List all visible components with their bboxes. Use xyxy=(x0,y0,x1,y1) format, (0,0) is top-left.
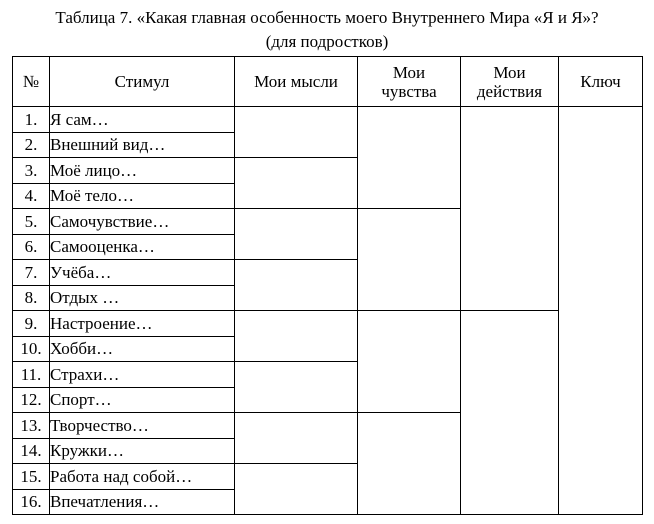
row-stimulus: Впечатления… xyxy=(50,489,235,515)
row-number: 2. xyxy=(13,132,50,158)
row-stimulus: Хобби… xyxy=(50,336,235,362)
thoughts-cell[interactable] xyxy=(235,107,358,158)
header-num: № xyxy=(13,57,50,107)
thoughts-cell[interactable] xyxy=(235,209,358,260)
row-number: 14. xyxy=(13,438,50,464)
header-stimulus: Стимул xyxy=(50,57,235,107)
row-number: 16. xyxy=(13,489,50,515)
caption-title: Таблица 7. «Какая главная особенность моего Внутреннего Мира «Я и Я»? xyxy=(55,8,599,27)
stimulus-table xyxy=(12,56,643,515)
row-stimulus: Моё лицо… xyxy=(50,158,235,184)
header-feelings xyxy=(358,57,461,107)
row-number: 5. xyxy=(13,209,50,235)
row-number: 11. xyxy=(13,362,50,388)
row-number: 7. xyxy=(13,260,50,286)
table-row xyxy=(13,311,643,337)
row-number: 3. xyxy=(13,158,50,184)
thoughts-cell[interactable] xyxy=(235,464,358,515)
key-cell[interactable] xyxy=(559,107,643,515)
header-actions-line1: Мои xyxy=(493,62,526,82)
row-number: 8. xyxy=(13,285,50,311)
row-stimulus: Страхи… xyxy=(50,362,235,388)
row-stimulus: Учёба… xyxy=(50,260,235,286)
row-number: 1. xyxy=(13,107,50,133)
row-number: 13. xyxy=(13,413,50,439)
header-feelings-line2: чувства xyxy=(381,81,437,101)
header-actions-line2: действия xyxy=(476,81,543,101)
row-stimulus: Творчество… xyxy=(50,413,235,439)
thoughts-cell[interactable] xyxy=(235,362,358,413)
row-stimulus: Моё тело… xyxy=(50,183,235,209)
row-number: 4. xyxy=(13,183,50,209)
header-key: Ключ xyxy=(559,57,643,107)
thoughts-cell[interactable] xyxy=(235,311,358,362)
row-stimulus: Самочувствие… xyxy=(50,209,235,235)
thoughts-cell[interactable] xyxy=(235,260,358,311)
row-number: 6. xyxy=(13,234,50,260)
thoughts-cell[interactable] xyxy=(235,158,358,209)
row-stimulus: Я сам… xyxy=(50,107,235,133)
table-caption xyxy=(0,6,654,54)
row-stimulus: Отдых … xyxy=(50,285,235,311)
row-number: 9. xyxy=(13,311,50,337)
row-number: 12. xyxy=(13,387,50,413)
feelings-cell[interactable] xyxy=(358,209,461,311)
table-row xyxy=(13,107,643,133)
header-actions xyxy=(461,57,559,107)
feelings-cell[interactable] xyxy=(358,311,461,413)
row-number: 10. xyxy=(13,336,50,362)
header-feelings-line1: Мои xyxy=(392,62,426,82)
header-row xyxy=(13,57,643,107)
feelings-cell[interactable] xyxy=(358,413,461,515)
feelings-cell[interactable] xyxy=(358,107,461,209)
row-stimulus: Самооценка… xyxy=(50,234,235,260)
actions-cell[interactable] xyxy=(461,107,559,311)
row-stimulus: Настроение… xyxy=(50,311,235,337)
row-stimulus: Спорт… xyxy=(50,387,235,413)
row-stimulus: Кружки… xyxy=(50,438,235,464)
thoughts-cell[interactable] xyxy=(235,413,358,464)
header-thoughts: Мои мысли xyxy=(235,57,358,107)
row-stimulus: Внешний вид… xyxy=(50,132,235,158)
row-stimulus: Работа над собой… xyxy=(50,464,235,490)
row-number: 15. xyxy=(13,464,50,490)
caption-subtitle: (для подростков) xyxy=(265,32,389,51)
actions-cell[interactable] xyxy=(461,311,559,515)
